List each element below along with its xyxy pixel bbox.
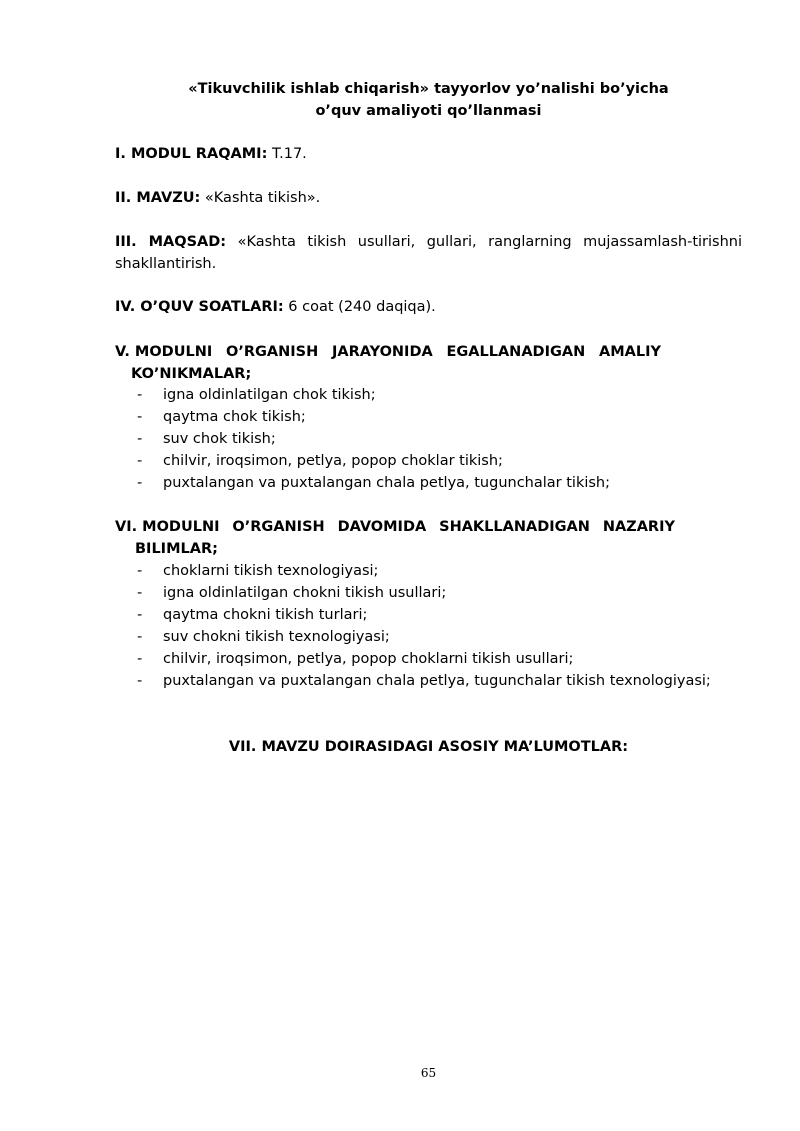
- list-item: [137, 604, 711, 626]
- skills-heading-word: JARAYONIDA: [331, 344, 433, 360]
- skills-heading-word: EGALLANADIGAN: [446, 344, 586, 360]
- study-hours-value: 6 coat (240 daqiqa).: [283, 299, 436, 315]
- list-item: [137, 428, 610, 450]
- knowledge-heading-line-2: BILIMLAR;: [135, 541, 218, 557]
- knowledge-heading-word: VI. MODULNI: [115, 519, 220, 535]
- list-item: [137, 472, 610, 494]
- skills-heading-line-2: KO’NIKMALAR;: [131, 366, 252, 382]
- list-dash: -: [137, 607, 143, 623]
- list-item: [137, 406, 610, 428]
- page-number: 65: [420, 1066, 437, 1080]
- knowledge-heading: [115, 516, 675, 560]
- knowledge-heading-word: NAZARIY: [602, 519, 675, 535]
- list-item: [137, 582, 711, 604]
- module-number: [115, 143, 742, 165]
- main-information-heading: VII. MAVZU DOIRASIDAGI ASOSIY MA’LUMOTLAR:: [228, 739, 629, 755]
- topic-label: II. MAVZU:: [115, 190, 201, 206]
- list-item: [137, 670, 711, 692]
- knowledge-heading-word: SHAKLLANADIGAN: [439, 519, 590, 535]
- module-number-value: T.17.: [267, 146, 307, 162]
- knowledge-list: [137, 560, 711, 692]
- list-dash: -: [137, 651, 143, 667]
- list-item-text: qaytma chokni tikish turlari;: [163, 607, 368, 623]
- skills-heading-line-1: [115, 341, 661, 363]
- list-item-text: igna oldinlatilgan chokni tikish usullari;: [163, 585, 447, 601]
- list-item-text: suv chok tikish;: [163, 431, 276, 447]
- list-item-text: choklarni tikish texnologiyasi;: [163, 563, 379, 579]
- list-dash: -: [137, 673, 143, 689]
- list-item-text: chilvir, iroqsimon, petlya, popop choklarni tikish usullari;: [163, 651, 574, 667]
- module-number-label: I. MODUL RAQAMI:: [115, 146, 268, 162]
- title-line-1: «Tikuvchilik ishlab chiqarish» tayyorlov yo’nalishi bo’yicha: [188, 81, 669, 97]
- goal-label: III. MAQSAD:: [115, 234, 227, 250]
- list-dash: -: [137, 563, 143, 579]
- list-dash: -: [137, 387, 143, 403]
- list-item: [137, 384, 610, 406]
- list-item: [137, 450, 610, 472]
- document-title: [115, 78, 742, 122]
- list-item-text: chilvir, iroqsimon, petlya, popop choklar tikish;: [163, 453, 503, 469]
- list-dash: -: [137, 431, 143, 447]
- topic-value: «Kashta tikish».: [200, 190, 321, 206]
- list-item: [137, 648, 711, 670]
- skills-list: [137, 384, 610, 494]
- skills-heading: [115, 341, 661, 385]
- skills-heading-word: V. MODULNI: [115, 344, 213, 360]
- list-dash: -: [137, 409, 143, 425]
- knowledge-heading-line-1: [115, 516, 675, 538]
- list-item: [137, 626, 711, 648]
- list-item-text: qaytma chok tikish;: [163, 409, 306, 425]
- skills-heading-word: O’RGANISH: [226, 344, 319, 360]
- list-item-text: puxtalangan va puxtalangan chala petlya, tugunchalar tikish;: [163, 475, 611, 491]
- goal-value: «Kashta tikish usullari, gullari, ranglarning mujassamlash-tirishni shakllantirish.: [115, 234, 742, 272]
- title-line-2: o’quv amaliyoti qo’llanmasi: [315, 103, 542, 119]
- list-item-text: puxtalangan va puxtalangan chala petlya, tugunchalar tikish texnologiyasi;: [163, 673, 711, 689]
- list-item-text: igna oldinlatilgan chok tikish;: [163, 387, 376, 403]
- list-dash: -: [137, 475, 143, 491]
- knowledge-heading-word: O’RGANISH: [232, 519, 325, 535]
- topic: [115, 187, 742, 209]
- study-hours: [115, 296, 742, 318]
- study-hours-label: IV. O’QUV SOATLARI:: [115, 299, 284, 315]
- list-dash: -: [137, 453, 143, 469]
- skills-heading-word: AMALIY: [598, 344, 661, 360]
- goal: [115, 231, 742, 275]
- knowledge-heading-word: DAVOMIDA: [337, 519, 427, 535]
- list-dash: -: [137, 585, 143, 601]
- list-dash: -: [137, 629, 143, 645]
- list-item: [137, 560, 711, 582]
- list-item-text: suv chokni tikish texnologiyasi;: [163, 629, 390, 645]
